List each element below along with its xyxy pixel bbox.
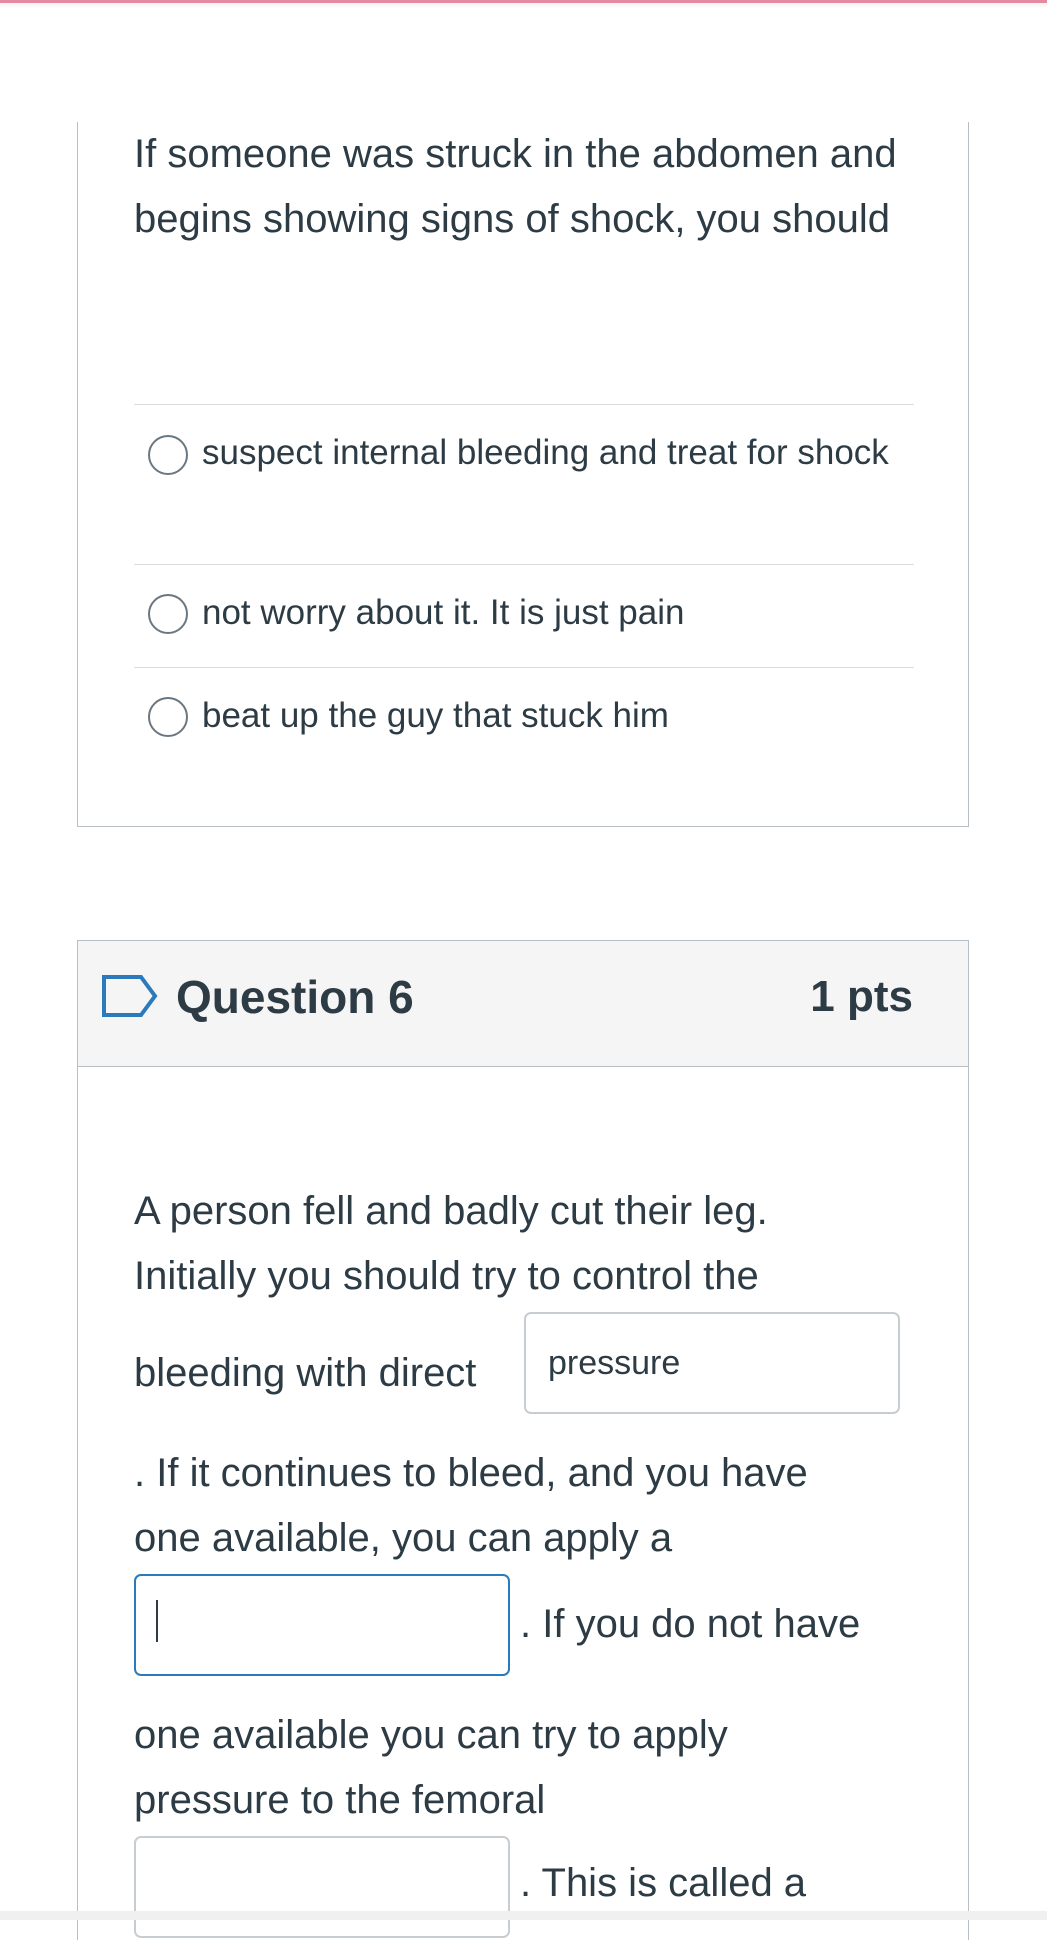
answer-option-3[interactable] — [134, 667, 914, 787]
question-5-text: If someone was struck in the abdomen and begins showing signs of shock, you should — [134, 132, 897, 241]
question-text-line: . If you do not have — [520, 1602, 861, 1646]
question-text-line: bleeding with direct — [134, 1351, 477, 1395]
answer-option-1[interactable] — [134, 404, 914, 564]
question-text-line: one available you can try to apply — [134, 1713, 728, 1757]
text-caret — [156, 1600, 158, 1642]
question-text-line: Initially you should try to control the — [134, 1254, 759, 1298]
question-text-line: pressure to the femoral — [134, 1778, 546, 1822]
answer-option-2[interactable] — [134, 564, 914, 667]
answer-label[interactable]: not worry about it. It is just pain — [202, 593, 685, 632]
radio-button-icon[interactable] — [148, 435, 188, 475]
flag-outline-icon[interactable] — [101, 974, 159, 1018]
question-points: 1 pts — [810, 972, 913, 1021]
answer-label[interactable]: beat up the guy that stuck him — [202, 696, 669, 735]
top-shadow — [0, 3, 1047, 9]
question-text-line: one available, you can apply a — [134, 1516, 673, 1560]
question-6-card — [77, 940, 969, 1940]
answer-label[interactable]: suspect internal bleeding and treat for shock — [202, 433, 889, 472]
question-text-line: . This is called a — [520, 1861, 807, 1905]
radio-button-icon[interactable] — [148, 594, 188, 634]
question-5-card — [77, 122, 969, 827]
question-text-line: . If it continues to bleed, and you have — [134, 1451, 808, 1495]
question-5-answers — [134, 404, 914, 787]
fill-in-blank-input-1[interactable] — [524, 1312, 900, 1414]
fill-in-blank-input-3[interactable] — [134, 1836, 510, 1938]
question-title: Question 6 — [176, 971, 414, 1023]
bottom-edge — [0, 1911, 1047, 1920]
question-header — [78, 941, 968, 1067]
fill-in-blank-input-2[interactable] — [134, 1574, 510, 1676]
radio-button-icon[interactable] — [148, 697, 188, 737]
question-text-line: A person fell and badly cut their leg. — [134, 1189, 768, 1233]
